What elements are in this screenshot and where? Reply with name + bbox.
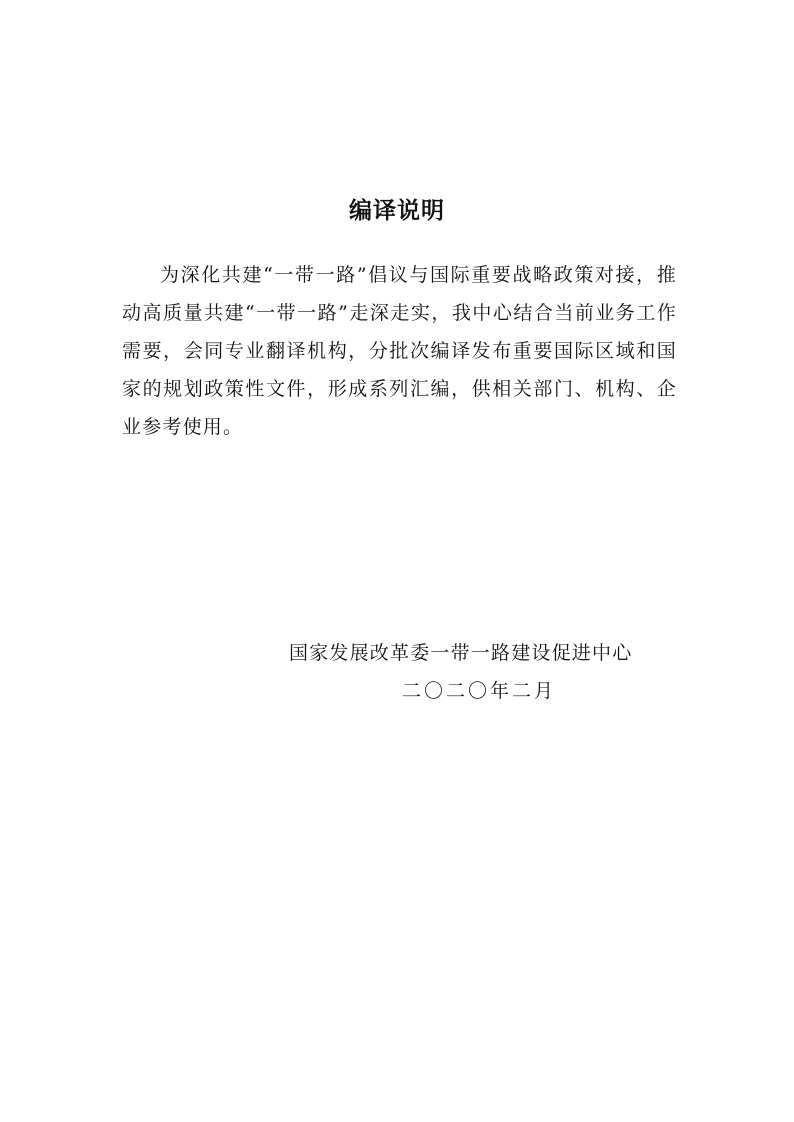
document-title: 编译说明 bbox=[349, 198, 445, 225]
signature-organization: 国家发展改革委一带一路建设促进中心 bbox=[289, 642, 633, 664]
signature-block bbox=[289, 634, 661, 710]
signature-date: 二〇二〇年二月 bbox=[401, 680, 556, 702]
compilation-note-paragraph: 为深化共建“一带一路”倡议与国际重要战略政策对接，推动高质量共建“一带一路”走深走实，我中心结合当前业务工作需要，会同专业翻译机构，分批次编译发布重要国际区域和国家的规划政策性文件，形成系列汇编，供相关部门、机构、企业参考使用。 bbox=[122, 264, 677, 438]
